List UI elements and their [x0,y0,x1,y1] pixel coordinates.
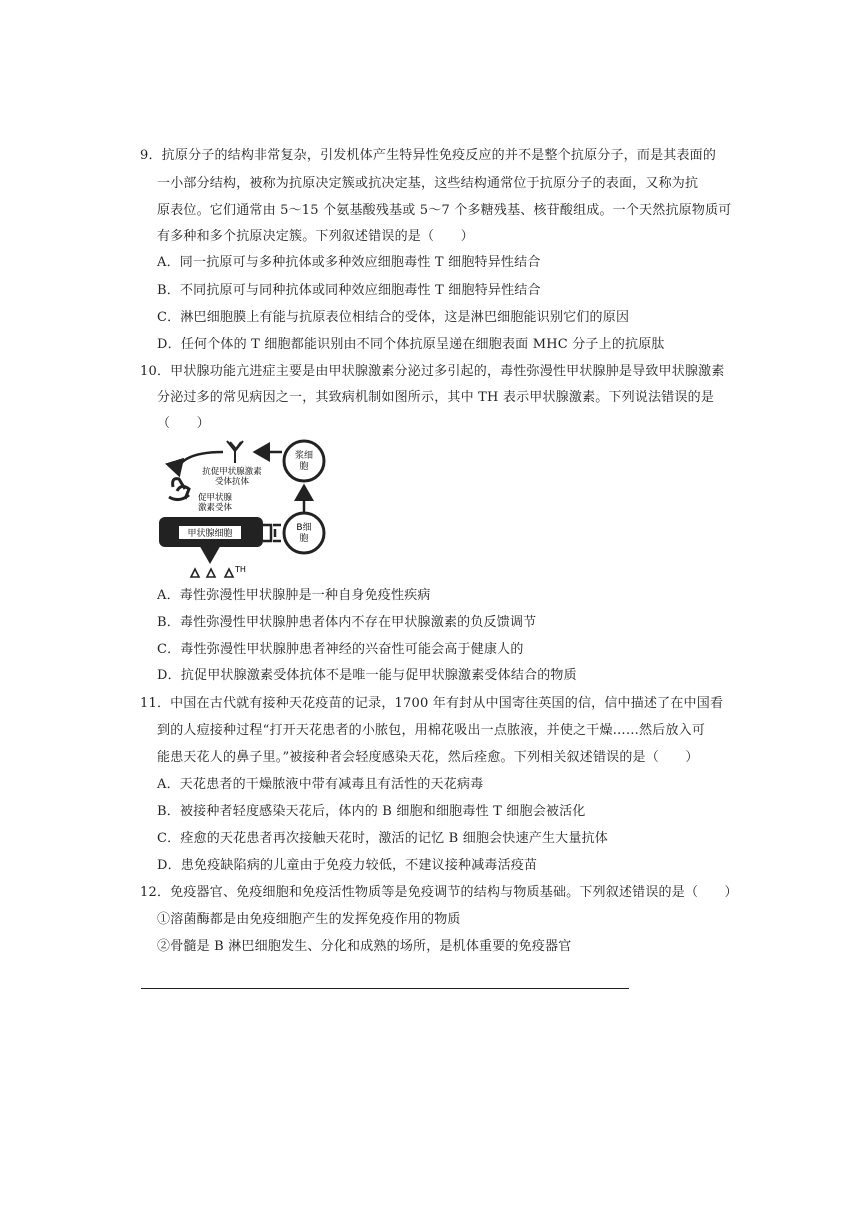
question-11-stem-line-1: 11．中国在古代就有接种天花疫苗的记录，1700 年有封从中国寄往英国的信，信中描述了在中国看 [140,696,724,711]
question-12-stem-line-1: 12．免疫器官、免疫细胞和免疫活性物质等是免疫调节的结构与物质基础。下列叙述错误的是（ ） [140,885,738,900]
question-10-option-d[interactable]: D．抗促甲状腺激素受体抗体不是唯一能与促甲状腺激素受体结合的物质 [157,668,577,683]
b-cell-label-2: 胞 [299,534,309,544]
plasma-cell [284,441,324,481]
question-12-item-1: ①溶菌酶都是由免疫细胞产生的发挥免疫作用的物质 [157,912,461,927]
question-12-item-2: ②骨髓是 B 淋巴细胞发生、分化和成熟的场所，是机体重要的免疫器官 [157,939,572,954]
th-hormone-icon [191,569,233,577]
antibody-icon [227,441,243,463]
receptor-label-1: 促甲状腺 [197,493,233,503]
question-10-option-a[interactable]: A．毒性弥漫性甲状腺肿是一种自身免疫性疾病 [157,588,431,603]
question-10-stem-line-3: （ ） [157,416,210,431]
cell-contact-connector [263,525,281,541]
thyroid-cell [159,517,263,547]
plasma-cell-label-1: 浆细 [294,451,314,461]
question-11-option-c[interactable]: C．痊愈的天花患者再次接触天花时，激活的记忆 B 细胞会快速产生大量抗体 [157,831,608,846]
question-10-option-c[interactable]: C．毒性弥漫性甲状腺肿患者神经的兴奋性可能会高于健康人的 [157,642,524,657]
question-9-option-d[interactable]: D．任何个体的 T 细胞都能识别由不同个体抗原呈递在细胞表面 MHC 分子上的抗原肽 [157,337,665,352]
question-9-option-b[interactable]: B．不同抗原可与同种抗体或同种效应细胞毒性 T 细胞特异性结合 [157,283,541,298]
question-10-stem-line-1: 10．甲状腺功能亢进症主要是由甲状腺激素分泌过多引起的，毒性弥漫性甲状腺肿是导致甲状腺激素 [140,364,725,379]
question-11-option-d[interactable]: D．患免疫缺陷病的儿童由于免疫力较低，不建议接种减毒活疫苗 [157,858,538,873]
question-9-option-a[interactable]: A．同一抗原可与多种抗体或多种效应细胞毒性 T 细胞特异性结合 [157,255,541,270]
th-label: TH [235,565,246,574]
thyroid-mechanism-diagram [155,437,335,582]
question-9-stem-line-3: 原表位。它们通常由 5～15 个氨基酸残基或 5～7 个多糖残基、核苷酸组成。一个天然抗原物质可 [157,203,732,218]
question-9-stem-line-4: 有多种和多个抗原决定簇。下列叙述错误的是（ ） [157,229,474,244]
question-11-stem-line-3: 能患天花人的鼻子里。”被接种者会轻度感染天花，然后痊愈。下列相关叙述错误的是（ ） [157,750,699,765]
b-cell-label-1: B细 [296,523,312,533]
question-11-option-b[interactable]: B．被接种者轻度感染天花后，体内的 B 细胞和细胞毒性 T 细胞会被活化 [157,804,586,819]
question-9-option-c[interactable]: C．淋巴细胞膜上有能与抗原表位相结合的受体，这是淋巴细胞能识别它们的原因 [157,310,630,325]
antibody-label-2: 受体抗体 [214,477,250,487]
question-10-stem-line-2: 分泌过多的常见病因之一，其致病机制如图所示，其中 TH 表示甲状腺激素。下列说法错误的是 [157,390,715,405]
question-11-stem-line-2: 到的人痘接种过程“打开天花患者的小脓包，用棉花吸出一点脓液，并使之干燥……然后放入可 [157,723,706,738]
question-10-option-b[interactable]: B．毒性弥漫性甲状腺肿患者体内不存在甲状腺激素的负反馈调节 [157,615,537,630]
footer-divider [141,988,629,989]
question-9-stem-line-2: 一小部分结构，被称为抗原决定簇或抗决定基，这些结构通常位于抗原分子的表面，又称为抗 [157,176,699,191]
plasma-cell-label-2: 胞 [299,462,309,472]
question-9-stem-line-1: 9．抗原分子的结构非常复杂，引发机体产生特异性免疫反应的并不是整个抗原分子，而是其表面的 [140,148,717,163]
b-cell [284,513,324,553]
thyroid-cell-label: 甲状腺细胞 [187,529,233,539]
receptor-label-2: 激素受体 [197,503,233,513]
question-11-option-a[interactable]: A．天花患者的干燥脓液中带有减毒且有活性的天花病毒 [157,777,484,792]
receptor-icon [169,479,189,500]
antibody-label-1: 抗促甲状腺激素 [202,467,262,477]
